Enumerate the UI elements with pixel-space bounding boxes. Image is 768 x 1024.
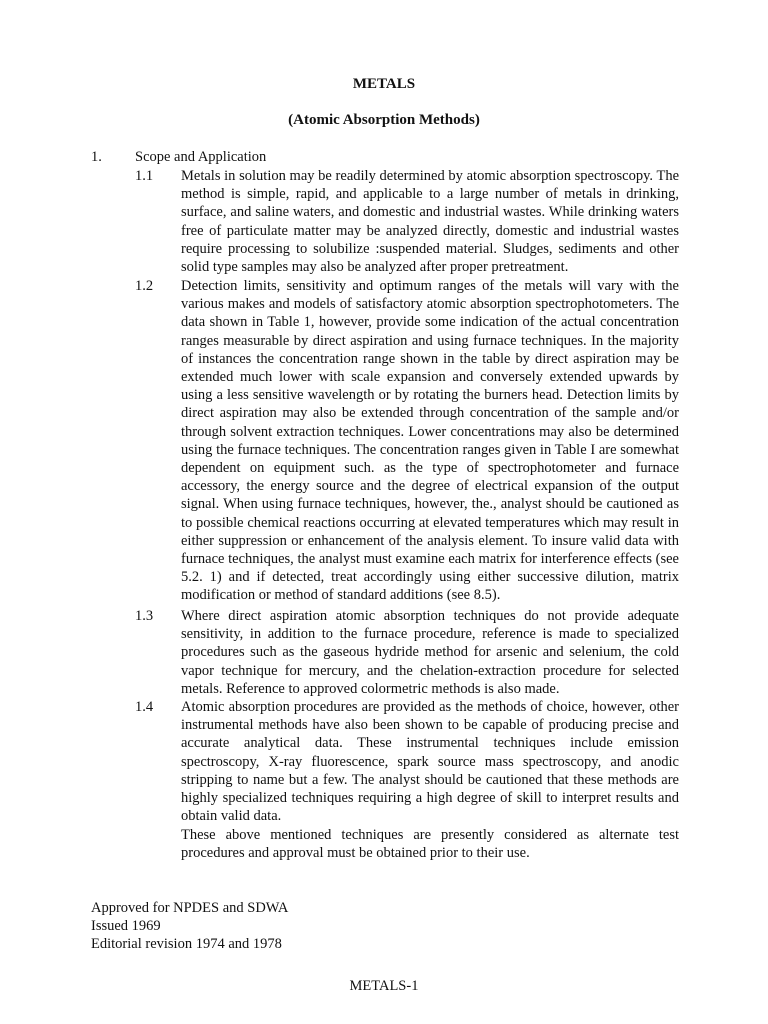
- item-number-1-4: 1.4: [135, 699, 154, 715]
- section-title: Scope and Application: [135, 149, 267, 165]
- revision-note: Editorial revision 1974 and 1978: [91, 936, 282, 952]
- item-number-1-3: 1.3: [135, 608, 154, 624]
- item-number-1-1: 1.1: [135, 168, 154, 184]
- item-number-1-2: 1.2: [135, 278, 154, 294]
- paragraph-1-1: Metals in solution may be readily determined by atomic absorption spectroscopy. The method is simple, rapid, and applicable to a large number of metals in drinking, surface, and saline waters, and domestic and industrial wastes. While drinking waters free of particulate matter may be analyzed directly, domestic and industrial wastes require processing to solubilize :suspended material. Sludges, sediments and other solid type samples may also be analyzed after proper pretreatment.: [181, 168, 679, 276]
- paragraph-1-4: Atomic absorption procedures are provided as the methods of choice, however, other instrumental methods have also been shown to be capable of producing precise and accurate analytical data. These instrumental techniques include emission spectroscopy, X-ray fluorescence, spark source mass spectroscopy, and anodic stripping to name but a few. The analyst should be cautioned that these methods are highly specialized techniques requiring a high degree of skill to interpret results and obtain valid data.: [181, 699, 679, 825]
- paragraph-1-2: Detection limits, sensitivity and optimum ranges of the metals will vary with the various makes and models of satisfactory atomic absorption spectrophotometers. The data shown in Table 1, however, provide some indication of the actual concentration ranges measurable by direct aspiration and using furnace techniques. In the majority of instances the concentration range shown in the table by direct aspiration may be extended much lower with scale expansion and conversely extended upwards by using a less sensitive wavelength or by rotating the burners head. Detection limits by direct aspiration may also be extended through concentration of the sample and/or through solvent extraction techniques. Lower concentrations may also be determined using the furnace techniques. The concentration ranges given in Table I are somewhat dependent on equipment such. as the type of spectrophotometer and furnace accessory, the energy source and the degree of electrical expansion of the output signal. When using furnace techniques, however, the., analyst should be cautioned as to possible chemical reactions occurring at elevated temperatures which may result in either suppression or enhancement of the analysis element. To insure valid data with furnace techniques, the analyst must examine each matrix for interference effects (see 5.2. 1) and if detected, treat accordingly using either successive dilution, matrix modification or method of standard additions (see 8.5).: [181, 278, 679, 604]
- page-title: METALS: [352, 76, 416, 92]
- paragraph-1-4-continuation: These above mentioned techniques are presently considered as alternate test procedures and approval must be obtained prior to their use.: [181, 827, 679, 862]
- section-number: 1.: [91, 149, 102, 165]
- paragraph-1-3: Where direct aspiration atomic absorption techniques do not provide adequate sensitivity, in addition to the furnace procedure, reference is made to specialized procedures such as the gaseous hydride method for arsenic and selenium, the cold vapor technique for mercury, and the chelation-extraction procedure for selected metals. Reference to approved colormetric methods is also made.: [181, 608, 679, 697]
- issue-date: Issued 1969: [91, 918, 161, 934]
- page-subtitle: (Atomic Absorption Methods): [288, 112, 480, 128]
- page-number: METALS-1: [349, 978, 419, 994]
- approval-note: Approved for NPDES and SDWA: [91, 900, 289, 916]
